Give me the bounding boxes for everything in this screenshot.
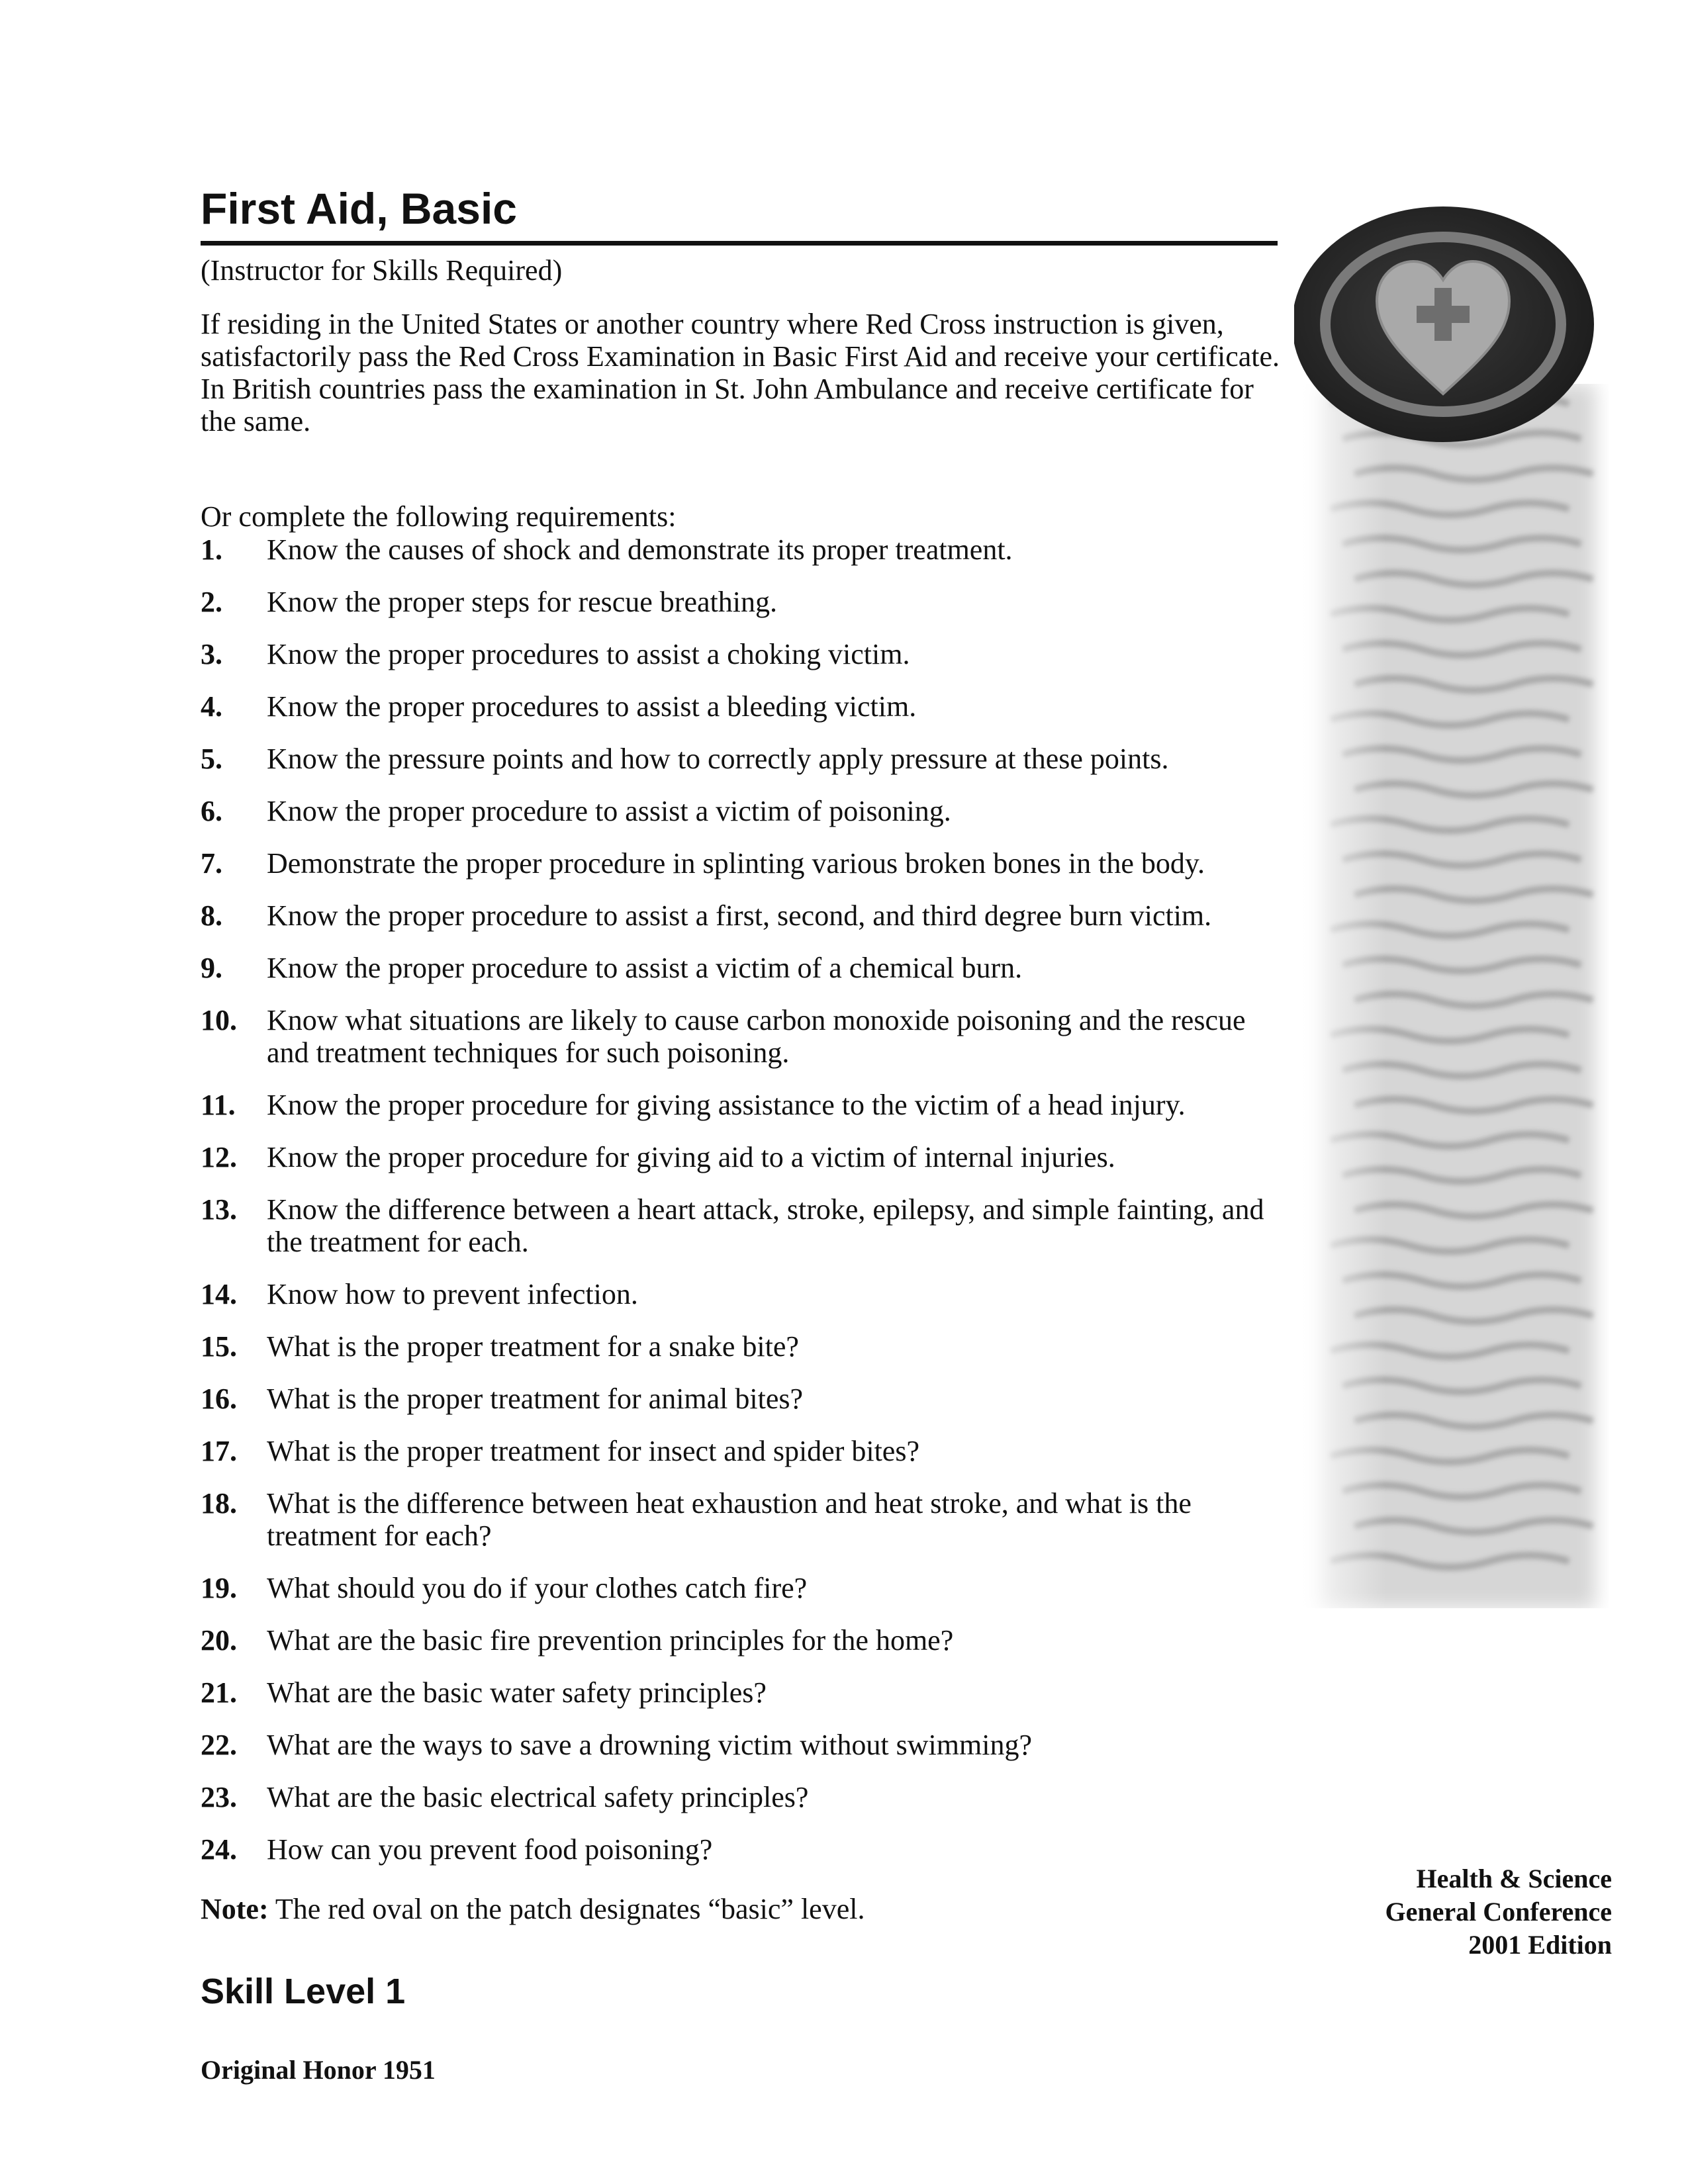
requirement-text: Know the proper procedure to assist a first, second, and third degree burn victim. (267, 899, 1212, 932)
requirement-text: Know the proper procedure to assist a victim of poisoning. (267, 795, 951, 827)
requirement-item (201, 1572, 1286, 1604)
requirement-number: 18. (201, 1487, 237, 1520)
requirement-number: 2. (201, 586, 222, 618)
requirement-text: What are the basic water safety principles? (267, 1676, 767, 1709)
requirement-text: Demonstrate the proper procedure in splinting various broken bones in the body. (267, 847, 1205, 880)
requirement-text: Know the proper procedure to assist a victim of a chemical burn. (267, 952, 1023, 984)
requirement-number: 24. (201, 1833, 237, 1866)
requirement-number: 19. (201, 1572, 237, 1604)
requirement-item (201, 1089, 1286, 1121)
requirement-item (201, 1435, 1286, 1467)
requirement-item (201, 1330, 1286, 1363)
requirement-text: Know the causes of shock and demonstrate its proper treatment. (267, 533, 1013, 566)
requirement-number: 8. (201, 899, 222, 932)
intro-paragraph-british: In British countries pass the examination in St. John Ambulance and receive certificate for the same. (201, 373, 1254, 437)
skill-level: Skill Level 1 (201, 1972, 406, 2011)
requirements-intro: Or complete the following requirements: (201, 500, 677, 533)
side-info (1385, 1862, 1612, 1962)
requirement-item (201, 899, 1286, 932)
requirement-number: 13. (201, 1193, 237, 1226)
requirement-item (201, 1193, 1286, 1258)
requirement-number: 6. (201, 795, 222, 827)
side-info-publisher: General Conference (1385, 1897, 1612, 1927)
honor-patch-icon (1294, 195, 1612, 473)
requirement-item (201, 847, 1286, 880)
requirement-text: What is the proper treatment for insect and spider bites? (267, 1435, 919, 1467)
requirement-item (201, 743, 1286, 775)
requirements-list (201, 533, 1286, 1886)
fabric-texture-decoration (1291, 384, 1609, 1608)
requirement-item (201, 1487, 1286, 1552)
requirement-number: 14. (201, 1278, 237, 1310)
requirement-item (201, 638, 1286, 670)
requirement-item (201, 1624, 1286, 1657)
intro-section (201, 308, 1286, 437)
requirement-number: 20. (201, 1624, 237, 1657)
side-info-edition: 2001 Edition (1468, 1930, 1612, 1960)
requirement-item (201, 952, 1286, 984)
requirement-number: 12. (201, 1141, 237, 1173)
requirement-number: 5. (201, 743, 222, 775)
requirement-number: 4. (201, 690, 222, 723)
requirement-text: What is the proper treatment for animal bites? (267, 1383, 804, 1415)
requirement-text: Know how to prevent infection. (267, 1278, 638, 1310)
instructor-note: (Instructor for Skills Required) (201, 254, 563, 287)
requirement-item (201, 1278, 1286, 1310)
requirement-number: 1. (201, 533, 222, 566)
note-line (201, 1893, 865, 1925)
requirement-number: 11. (201, 1089, 236, 1121)
requirement-text: What is the proper treatment for a snake bite? (267, 1330, 799, 1363)
requirement-text: What is the difference between heat exhaustion and heat stroke, and what is the treatment for each? (267, 1487, 1192, 1552)
side-info-category: Health & Science (1416, 1864, 1612, 1893)
requirement-item (201, 1141, 1286, 1173)
requirement-item (201, 1833, 1286, 1866)
requirement-text: Know the proper procedures to assist a bleeding victim. (267, 690, 917, 723)
requirement-text: Know what situations are likely to cause carbon monoxide poisoning and the rescue and treatment techniques for such poisoning. (267, 1004, 1246, 1069)
requirement-number: 17. (201, 1435, 237, 1467)
requirement-item (201, 586, 1286, 618)
requirement-text: What are the basic fire prevention principles for the home? (267, 1624, 954, 1657)
requirement-text: What should you do if your clothes catch fire? (267, 1572, 808, 1604)
requirement-text: Know the proper procedures to assist a choking victim. (267, 638, 910, 670)
requirement-number: 16. (201, 1383, 237, 1415)
requirement-text: Know the proper steps for rescue breathing. (267, 586, 777, 618)
requirement-item (201, 1781, 1286, 1813)
requirement-text: Know the proper procedure for giving aid to a victim of internal injuries. (267, 1141, 1115, 1173)
requirement-item (201, 690, 1286, 723)
title-underline (201, 241, 1278, 246)
requirement-text: Know the pressure points and how to correctly apply pressure at these points. (267, 743, 1169, 775)
requirement-number: 21. (201, 1676, 237, 1709)
requirement-number: 7. (201, 847, 222, 880)
note-text: The red oval on the patch designates “basic” level. (268, 1893, 865, 1925)
page-title: First Aid, Basic (201, 184, 518, 233)
requirement-number: 3. (201, 638, 222, 670)
requirement-item (201, 533, 1286, 566)
intro-paragraph-red-cross: If residing in the United States or another country where Red Cross instruction is given, satisfactorily pass the Red Cross Examination in Basic First Aid and receive your certificate. (201, 308, 1280, 373)
requirement-text: How can you prevent food poisoning? (267, 1833, 713, 1866)
requirement-number: 23. (201, 1781, 237, 1813)
requirement-text: What are the ways to save a drowning victim without swimming? (267, 1729, 1032, 1761)
requirement-text: Know the proper procedure for giving assistance to the victim of a head injury. (267, 1089, 1186, 1121)
requirement-item (201, 1383, 1286, 1415)
requirement-number: 15. (201, 1330, 237, 1363)
requirement-number: 9. (201, 952, 222, 984)
note-label: Note: (201, 1893, 269, 1925)
requirement-item (201, 1676, 1286, 1709)
requirement-item (201, 1729, 1286, 1761)
requirement-text: What are the basic electrical safety principles? (267, 1781, 809, 1813)
requirement-item (201, 795, 1286, 827)
requirement-number: 22. (201, 1729, 237, 1761)
requirement-number: 10. (201, 1004, 237, 1036)
requirement-text: Know the difference between a heart attack, stroke, epilepsy, and simple fainting, and the treatment for each. (267, 1193, 1264, 1258)
requirement-item (201, 1004, 1286, 1069)
original-honor: Original Honor 1951 (201, 2055, 436, 2085)
